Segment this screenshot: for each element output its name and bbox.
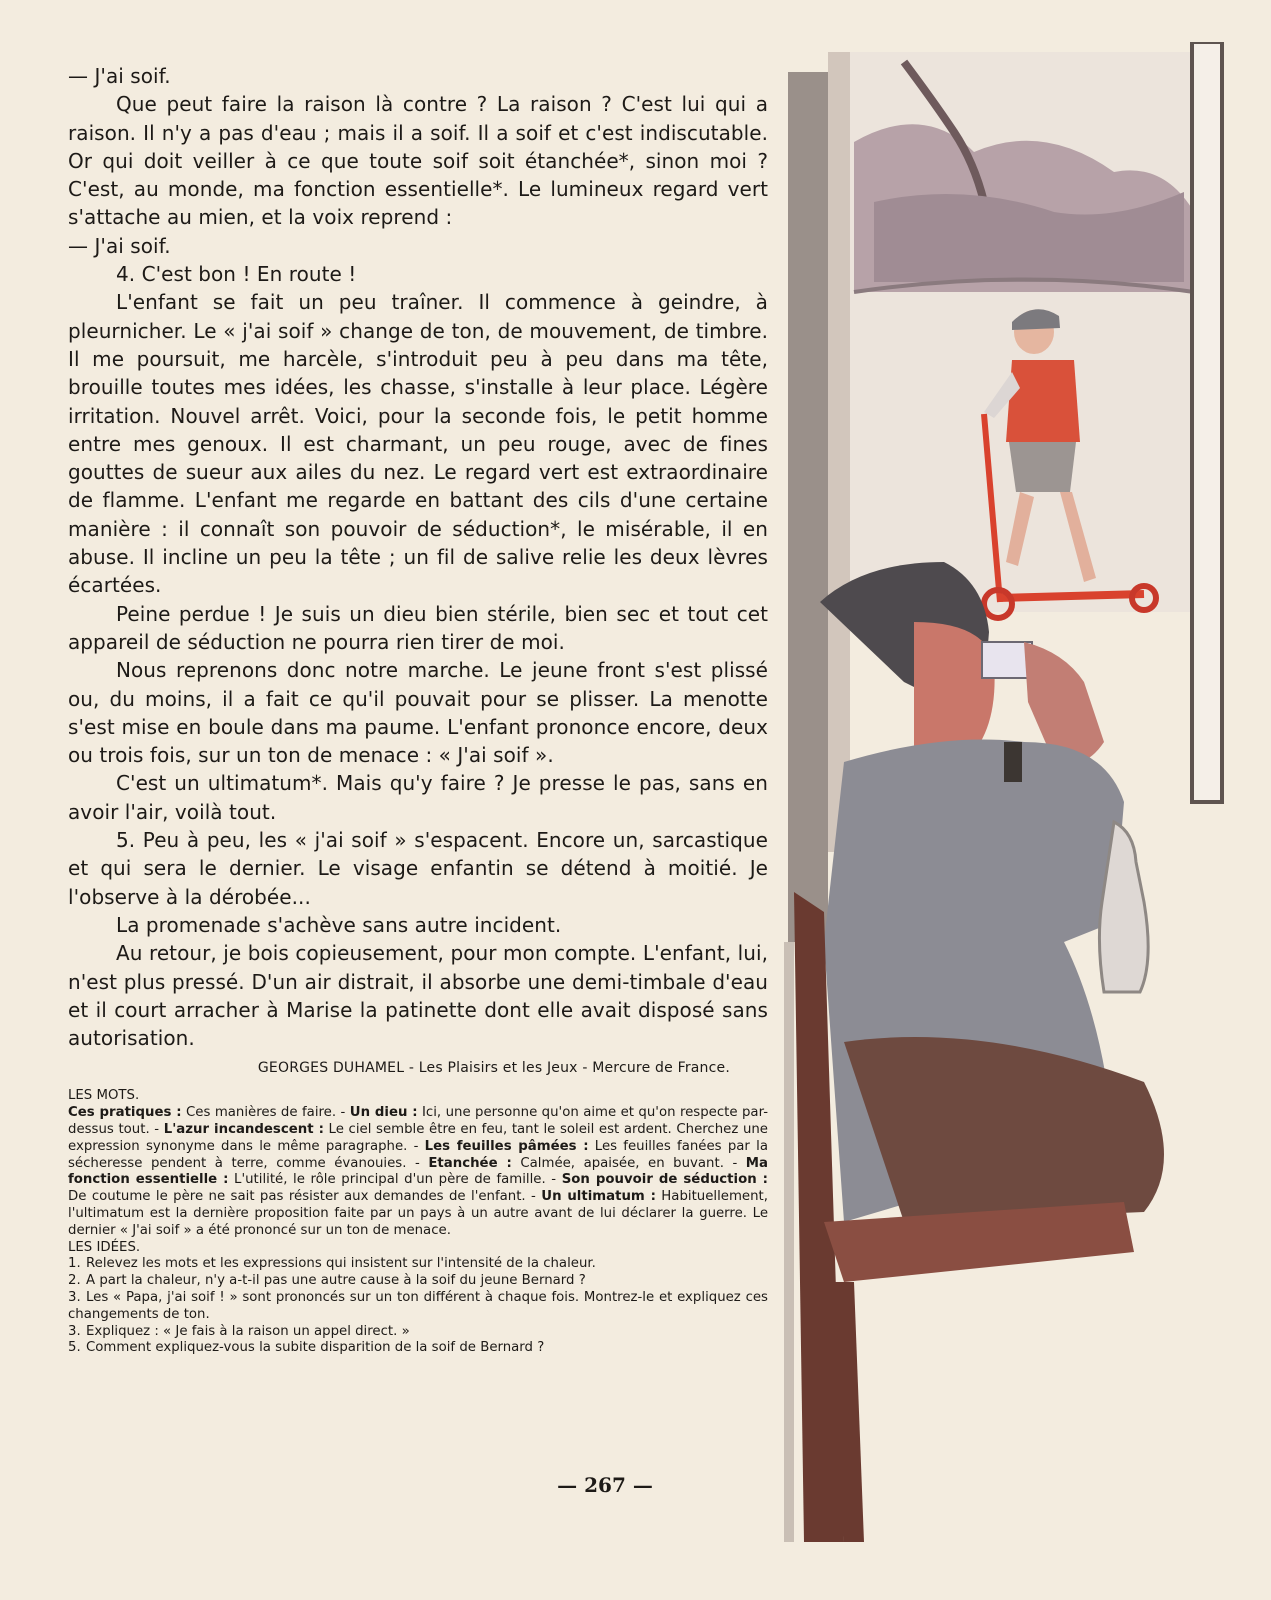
window-frame-inner (828, 52, 850, 852)
term: Ces pratiques : (68, 1105, 182, 1121)
illustration (784, 42, 1236, 1542)
list-item (68, 1340, 768, 1357)
item-text: Les « Papa, j'ai soif ! » sont prononcés sur un ton différent à chaque fois. Montrez-le et expliquez ces changements de ton. (68, 1289, 768, 1322)
wall-edge (784, 942, 794, 1542)
paragraph: La promenade s'achève sans autre incident. (116, 912, 562, 937)
item-text: A part la chaleur, n'y a-t-il pas une autre cause à la soif du jeune Bernard ? (86, 1273, 586, 1289)
term: Son pouvoir de séduction : (561, 1172, 769, 1188)
paragraph: L'enfant se fait un peu traîner. Il commence à geindre, à pleurnicher. Le « j'ai soif » change de ton, de mouvement, de timbre. Il me poursuit, me harcèle, s'introduit peu à peu dans ma tête, brouille toutes mes idées, les chasse, s'installe à leur place. Légère irritation. Nouvel arrêt. Voici, pour la seconde fois, le petit homme entre mes genoux. Il est charmant, un peu rouge, avec de fines gouttes de sueur aux ailes du nez. Le regard vert est extraordinaire de flamme. L'enfant me regarde en battant des cils d'une certaine manière : il connaît son pouvoir de séduction*, le misérable, il en abuse. Il incline un peu la tête ; un fil de salive relie les deux lèvres écartées. (68, 290, 768, 598)
term: Les feuilles pâmées : (424, 1138, 589, 1154)
definition: Habituellement, l'ultimatum est la dernière proposition faite par un pays à un autre avant de lui déclarer la guerre. Le dernier « J'ai soif » a été prononcé sur un ton de menace. (68, 1189, 768, 1238)
term: Un ultimatum : (541, 1189, 656, 1205)
item-number: 3. (68, 1289, 81, 1305)
paragraph: C'est un ultimatum*. Mais qu'y faire ? Je presse le pas, sans en avoir l'air, voilà tout. (68, 771, 768, 824)
item-number: 3. (68, 1323, 81, 1339)
term: L'azur incandescent : (163, 1121, 324, 1137)
text-column (68, 62, 768, 1357)
citation-source: - Les Plaisirs et les Jeux - Mercure de France. (404, 1060, 730, 1077)
child-shorts (1009, 442, 1076, 492)
mots-heading: LES MOTS. (68, 1088, 140, 1104)
definition: Les feuilles fanées par la sécheresse pendent à terre, comme évanouies. - (68, 1138, 768, 1171)
definition: Ces manières de faire. - (181, 1105, 350, 1121)
item-number: 5. (68, 1340, 81, 1356)
definition: De coutume le père ne sait pas résister aux demandes de l'enfant. - (68, 1189, 542, 1205)
list-item (68, 1256, 768, 1273)
citation-author: GEORGES DUHAMEL (257, 1060, 405, 1077)
item-text: Relevez les mots et les expressions qui insistent sur l'intensité de la chaleur. (86, 1256, 596, 1272)
item-text: Comment expliquez-vous la subite disparition de la soif de Bernard ? (86, 1340, 545, 1356)
paragraph: Peine perdue ! Je suis un dieu bien stérile, bien sec et tout cet appareil de séduction ne pourra rien tirer de moi. (68, 601, 768, 654)
term: Un dieu : (349, 1105, 418, 1121)
item-number: 1. (68, 1256, 81, 1272)
term: Ma fonction essentielle : (68, 1155, 768, 1188)
item-text: Expliquez : « Je fais à la raison un appel direct. » (86, 1323, 410, 1339)
mots-entries (68, 1105, 768, 1239)
window-frame-left (788, 72, 828, 942)
definition: Calmée, apaisée, en buvant. - (511, 1155, 746, 1171)
idees-list (68, 1256, 768, 1357)
page-number: — 267 — (557, 1473, 653, 1497)
paragraph: — J'ai soif. (68, 233, 171, 258)
definition: Le ciel semble être en feu, tant le soleil est ardent. Cherchez une expression synonyme dans le même paragraphe. - (68, 1121, 768, 1154)
term: Etanchée : (428, 1155, 512, 1171)
child-vest (1006, 360, 1080, 442)
small-glass (1004, 742, 1022, 782)
paragraph: Au retour, je bois copieusement, pour mon compte. L'enfant, lui, n'est plus pressé. D'un air distrait, il absorbe une demi-timbale d'eau et il court arracher à Marise la patinette dont elle avait disposé sans autorisation. (68, 941, 768, 1051)
window-frame-right (1192, 42, 1222, 802)
paragraph: — J'ai soif. (68, 64, 171, 88)
citation (68, 1060, 730, 1076)
paragraph: Que peut faire la raison là contre ? La raison ? C'est lui qui a raison. Il n'y a pas d'eau ; mais il a soif. Il a soif et c'est indiscutable. Or qui doit veiller à ce que toute soif soit étanchée*, sinon moi ? C'est, au monde, ma fonction essentielle*. Le lumineux regard vert s'attache au mien, et la voix reprend : (68, 92, 768, 230)
paragraph: Nous reprenons donc notre marche. Le jeune front s'est plissé ou, du moins, il a fait ce qu'il pouvait pour se plisser. La menotte s'est mise en boule dans ma paume. L'enfant prononce encore, deux ou trois fois, sur un ton de menace : « J'ai soif ». (68, 658, 768, 768)
list-item (68, 1324, 768, 1341)
illustration-drawing (784, 42, 1236, 1542)
list-item (68, 1273, 768, 1290)
idees-heading: LES IDÉES. (68, 1239, 141, 1255)
definition: Ici, une personne qu'on aime et qu'on respecte par-dessus tout. - (68, 1105, 768, 1137)
story-text (68, 62, 768, 1052)
list-item (68, 1290, 768, 1324)
definition: L'utilité, le rôle principal d'un père de famille. - (228, 1172, 562, 1188)
paragraph: 5. Peu à peu, les « j'ai soif » s'espacent. Encore un, sarcastique et qui sera le dernier. Le visage enfantin se détend à moitié. Je l'observe à la dérobée... (68, 828, 768, 909)
vocabulary-notes (68, 1088, 768, 1357)
scooter-deck (998, 594, 1144, 598)
item-number: 2. (68, 1273, 81, 1289)
paragraph: 4. C'est bon ! En route ! (116, 262, 357, 287)
